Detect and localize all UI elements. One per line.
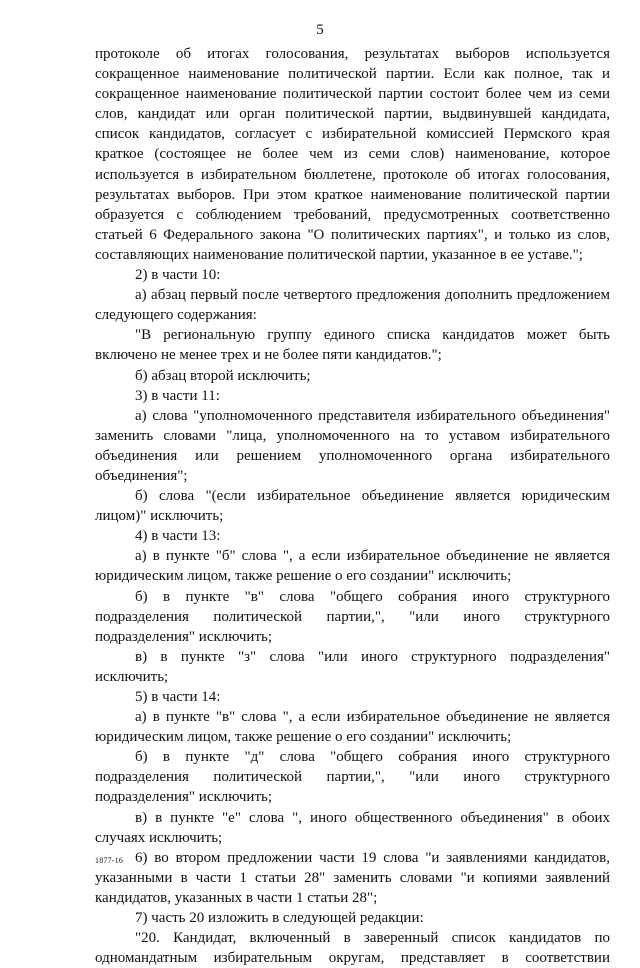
paragraph-item-4: 4) в части 13: bbox=[135, 528, 221, 545]
paragraph-item-4a: а) в пункте "б" слова ", а если избирательное объединение не является юридическим лицом, также решение о его создании" исключить; bbox=[95, 548, 610, 585]
paragraph-item-7: 7) часть 20 изложить в следующей редакции: bbox=[135, 910, 424, 927]
paragraph-item-3b: б) слова "(если избирательное объединение является юридическим лицом)" исключить; bbox=[95, 488, 610, 525]
paragraph-item-5: 5) в части 14: bbox=[135, 689, 221, 705]
paragraph-part-20: "20. Кандидат, включенный в заверенный список кандидатов по одномандатным избирательным округам, представляет в соответствии bbox=[95, 930, 610, 967]
page-number: 5 bbox=[316, 22, 324, 38]
document-body bbox=[95, 44, 610, 968]
paragraph-continuation: протоколе об итогах голосования, результатах выборов используется сокращенное наименование политической партии. Если как полное, так и сокращенное наименование политической партии состоит более чем из семи слов, кандидат или орган политической партии, выдвинувшей кандидата, список кандидатов, согласует с избирательной комиссией Пермского края краткое (состоящее не более чем из семи слов) наименование, которое используется в избирательном бюллетене, протоколе об итогах голосования, результатах выборов. При этом краткое наименование политической партии образуется с соблюдением требований, предусмотренных соответственно статьей 6 Федерального закона "О политических партиях", и только из слов, составляющих наименование политической партии, указанное в ее уставе."; bbox=[95, 46, 610, 263]
paragraph-item-2b: б) абзац второй исключить; bbox=[135, 367, 311, 384]
paragraph-quote: "В региональную группу единого списка кандидатов может быть включено не менее трех и не более пяти кандидатов."; bbox=[95, 327, 610, 364]
paragraph-item-5b: б) в пункте "д" слова "общего собрания иного структурного подразделения политической партии,", "или иного структурного подразделения" исключить; bbox=[95, 749, 610, 806]
paragraph-item-4v: в) в пункте "з" слова "или иного структурного подразделения" исключить; bbox=[95, 648, 610, 685]
paragraph-item-2a: а) абзац первый после четвертого предложения дополнить предложением следующего содержания: bbox=[95, 287, 610, 324]
paragraph-item-5a: а) в пункте "в" слова ", а если избирательное объединение не является юридическим лицом, также решение о его создании" исключить; bbox=[95, 709, 610, 746]
paragraph-item-3: 3) в части 11: bbox=[135, 387, 220, 404]
paragraph-item-4b: б) в пункте "в" слова "общего собрания иного структурного подразделения политической партии,", "или иного структурного подразделения" исключить; bbox=[95, 588, 610, 645]
paragraph-item-6: 6) во втором предложении части 19 слова "и заявлениями кандидатов, указанными в части 1 статьи 28" заменить словами "и копиями заявлений кандидатов, указанных в части 1 статьи 28"; bbox=[95, 849, 610, 906]
paragraph-item-2: 2) в части 10: bbox=[135, 267, 221, 284]
paragraph-item-5v: в) в пункте "е" слова ", иного общественного объединения" в обоих случаях исключить; bbox=[95, 809, 610, 846]
paragraph-item-3a: а) слова "уполномоченного представителя избирательного объединения" заменить словами "лица, уполномоченного на то уставом избирательного объединения или решением уполномоченного органа избирательного объединения"; bbox=[95, 407, 610, 484]
document-code: 1877-16 bbox=[95, 856, 124, 865]
